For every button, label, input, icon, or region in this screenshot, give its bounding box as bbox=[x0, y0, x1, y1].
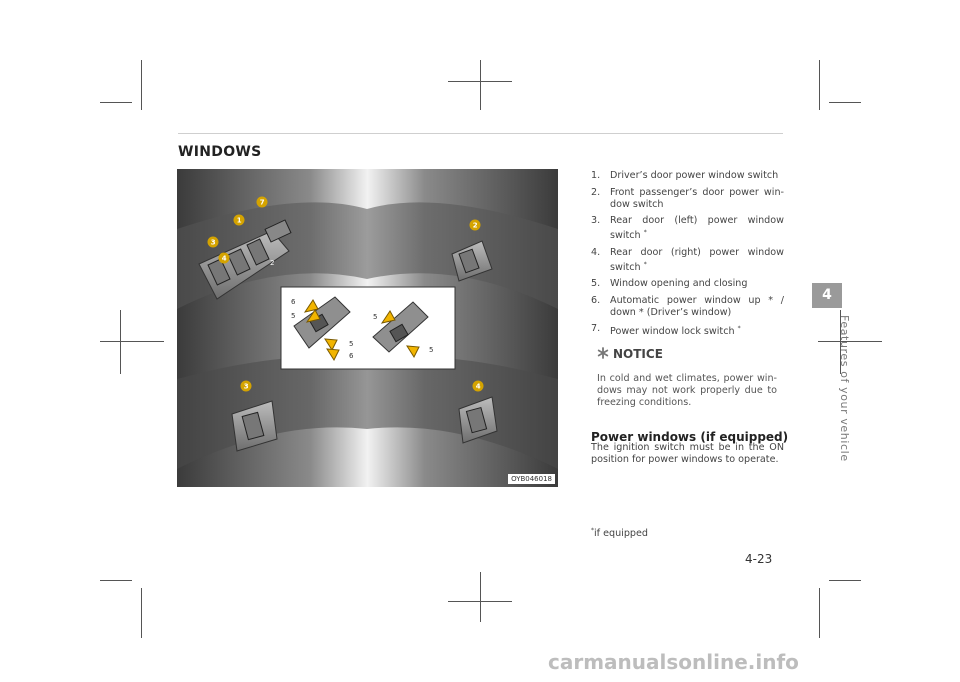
svg-text:4: 4 bbox=[221, 254, 227, 263]
crop-mark bbox=[480, 572, 481, 622]
crop-mark bbox=[141, 588, 142, 638]
svg-text:5: 5 bbox=[291, 312, 296, 320]
notice-heading: NOTICE bbox=[597, 347, 663, 361]
svg-text:5: 5 bbox=[429, 346, 434, 354]
svg-text:2: 2 bbox=[472, 221, 478, 230]
svg-text:6: 6 bbox=[291, 298, 296, 306]
list-item: 7. Power window lock switch * bbox=[591, 323, 741, 338]
list-item: 5. Window opening and closing bbox=[591, 278, 748, 290]
crop-mark bbox=[100, 341, 164, 342]
svg-text:5: 5 bbox=[349, 340, 354, 348]
svg-text:5: 5 bbox=[373, 313, 378, 321]
chapter-tab: 4 bbox=[812, 283, 842, 308]
figure-code: OYB046018 bbox=[508, 474, 555, 484]
svg-text:1: 1 bbox=[236, 216, 242, 225]
crop-mark bbox=[819, 60, 820, 110]
section-heading: Power windows (if equipped) bbox=[591, 430, 789, 444]
crop-mark bbox=[100, 102, 132, 103]
crop-mark bbox=[120, 310, 121, 374]
section-title: WINDOWS bbox=[178, 144, 262, 160]
crop-mark bbox=[448, 81, 512, 82]
section-body: The ignition switch must be in the ON position for power windows to operate. bbox=[591, 442, 784, 465]
crop-mark bbox=[100, 580, 132, 581]
notice-body: In cold and wet climates, power win-dows may not work properly due to freezing conditions. bbox=[597, 373, 777, 408]
svg-text:3: 3 bbox=[210, 238, 216, 247]
asterisk-icon bbox=[597, 347, 609, 359]
header-rule bbox=[178, 133, 783, 134]
crop-mark bbox=[819, 588, 820, 638]
crop-mark bbox=[141, 60, 142, 110]
component-list bbox=[591, 170, 784, 343]
watermark: carmanualsonline.info bbox=[548, 650, 799, 674]
list-item: 4. Rear door (right) power window switch * bbox=[591, 246, 784, 273]
footnote: *if equipped bbox=[591, 527, 649, 540]
crop-mark bbox=[829, 580, 861, 581]
svg-text:3: 3 bbox=[243, 382, 249, 391]
list-item: 2. Front passenger’s door power win-dow switch bbox=[591, 186, 784, 210]
list-item: 1. Driver’s door power window switch bbox=[591, 170, 779, 181]
page-number: 4-23 bbox=[745, 552, 773, 566]
crop-mark bbox=[448, 601, 512, 602]
svg-text:6: 6 bbox=[349, 352, 354, 360]
list-item: 6. Automatic power window up * / down * (Driver’s window) bbox=[591, 294, 784, 318]
crop-mark bbox=[829, 102, 861, 103]
power-window-switch-illustration bbox=[177, 169, 558, 487]
crop-mark bbox=[480, 60, 481, 110]
svg-text:7: 7 bbox=[259, 198, 265, 207]
chapter-title: Features of your vehicle bbox=[838, 315, 851, 462]
svg-text:2: 2 bbox=[270, 259, 275, 267]
svg-text:4: 4 bbox=[475, 382, 481, 391]
list-item: 3. Rear door (left) power window switch * bbox=[591, 215, 784, 242]
